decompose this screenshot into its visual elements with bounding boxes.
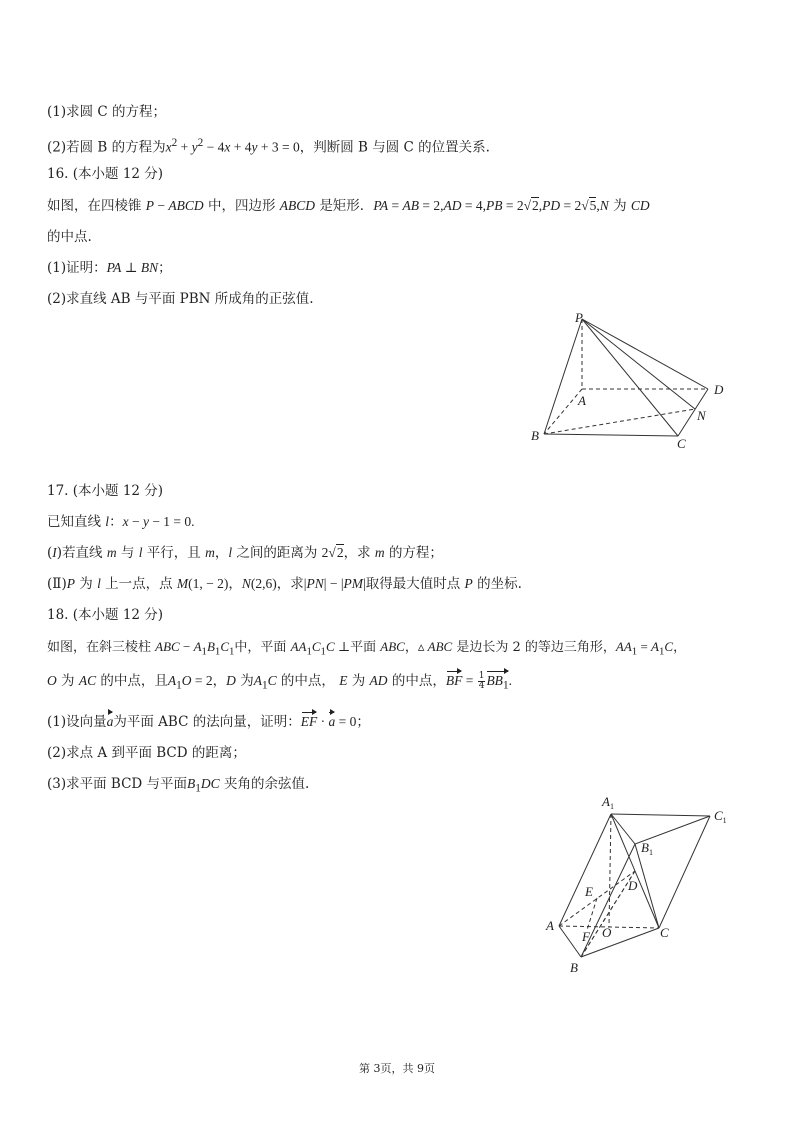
- pyramid-figure: [520, 305, 740, 455]
- q15-part2: (2)若圆 B 的方程为$x^2 + y^2 - 4x + 4y + 3 = 0$，判断圆 B 与圆 C 的位置关系.: [47, 137, 490, 156]
- label-C: C: [677, 436, 686, 451]
- page-footer: 第 3页，共 9页: [359, 1062, 435, 1075]
- q16-intro: 如图，在四棱锥 P − ABCD 中，四边形 ABCD 是矩形．PA = AB = 2,AD = 4,PB = 2√2,PD = 2√5,N 为 CD: [47, 198, 650, 214]
- label-N: N: [697, 408, 706, 423]
- label-P: P: [575, 310, 583, 325]
- label-F: F: [582, 929, 590, 944]
- label-B: B: [531, 428, 539, 443]
- q18-intro: 如图，在斜三棱柱 ABC − $A_1B_1C_1$中，平面 $AA_1C_1C$ ⊥平面 ABC，▵ ABC 是边长为 2 的等边三角形，$AA_1 = A_1C$，: [47, 639, 687, 658]
- label-B1: $B_1$: [641, 840, 653, 857]
- q18-part1: (1)设向量a为平面 ABC 的法向量，证明：EF · a = 0；: [47, 714, 370, 730]
- label-A: A: [578, 393, 586, 408]
- q17-part2: (Ⅱ)P 为 l 上一点，点 M(1, − 2)，N(2,6)，求|PN| − |PM|取得最大值时点 P 的坐标.: [47, 576, 522, 592]
- label-B: B: [570, 960, 578, 975]
- q16-part1: (1)证明：PA ⊥ BN；: [47, 260, 172, 276]
- q16-intro-line2: 的中点.: [47, 229, 92, 245]
- q17-header: 17. (本小题 12 分): [47, 483, 164, 499]
- q18-part3: (3)求平面 BCD 与平面$B_1DC$ 夹角的余弦值.: [47, 776, 310, 795]
- q18-part2: (2)求点 A 到平面 BCD 的距离；: [47, 745, 246, 761]
- q16-header: 16. (本小题 12 分): [47, 166, 164, 182]
- q17-part1: (I)若直线 m 与 l 平行，且 m，l 之间的距离为 2√2，求 m 的方程；: [47, 545, 443, 561]
- label-E: E: [585, 884, 593, 899]
- label-D: D: [628, 878, 638, 893]
- q18-intro-line2: O 为 AC 的中点，且$A_1O = 2$，D 为$A_1C$ 的中点， E 为 AD 的中点，BF = $\frac{1}{4}$ $BB_1$.: [47, 672, 512, 695]
- q16-part2: (2)求直线 AB 与平面 PBN 所成角的正弦值.: [47, 291, 314, 307]
- q18-header: 18. (本小题 12 分): [47, 607, 164, 623]
- label-O: O: [602, 925, 612, 940]
- q15-part1: (1)求圆 C 的方程；: [47, 104, 167, 120]
- label-C1: $C_1$: [714, 808, 727, 825]
- label-C: C: [660, 925, 669, 940]
- label-A: A: [546, 918, 554, 933]
- label-A1: $A_1$: [602, 794, 614, 811]
- label-D: D: [714, 382, 724, 397]
- prism-figure: [540, 790, 740, 980]
- q17-line: 已知直线 l：x − y − 1 = 0.: [47, 514, 195, 530]
